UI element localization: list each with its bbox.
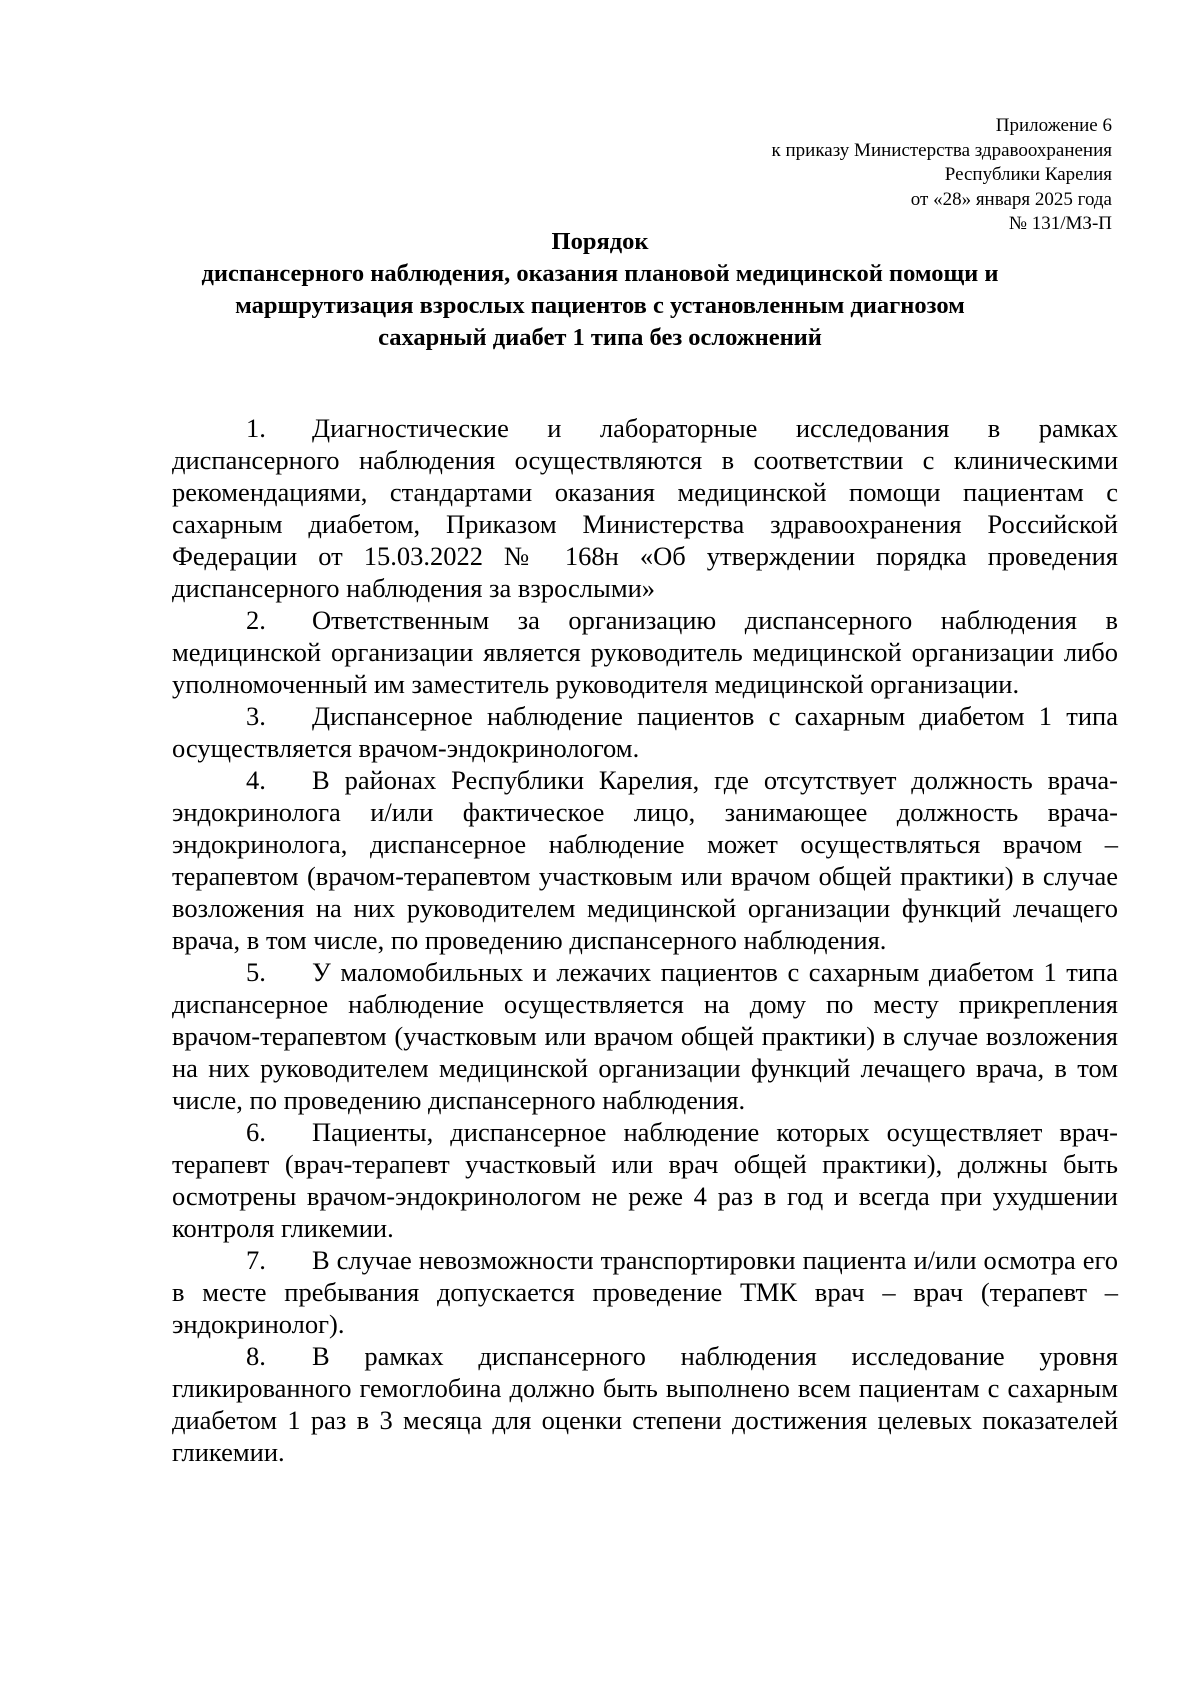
document-title (150, 226, 1050, 354)
item-text: Пациенты, диспансерное наблюдение которых осуществляет врач-терапевт (врач-терапевт участковый или врач общей практики), должны быть осмотрены врачом-эндокринологом не реже 4 раз в год и всегда при ухудшении контроля гликемии. (172, 1117, 1118, 1243)
item-text: У маломобильных и лежачих пациентов с сахарным диабетом 1 типа диспансерное наблюдение осуществляется на дому по месту прикрепления врачом-терапевтом (участковым или врачом общей практики) в случае возложения на них руководителем медицинской организации функций лечащего врача, в том числе, по проведению диспансерного наблюдения. (172, 957, 1118, 1115)
item-text: Диагностические и лабораторные исследования в рамках диспансерного наблюдения осуществляются в соответствии с клиническими рекомендациями, стандартами оказания медицинской помощи пациентам с сахарным диабетом, Приказом Министерства здравоохранения Российской Федерации от 15.03.2022 № 168н «Об утверждении порядка проведения диспансерного наблюдения за взрослыми» (172, 413, 1118, 603)
paragraph-item-1 (172, 412, 1118, 604)
paragraph-item-3 (172, 700, 1118, 764)
item-text: В случае невозможности транспортировки пациента и/или осмотра его в месте пребывания допускается проведение ТМК врач – врач (терапевт – эндокринолог). (172, 1245, 1118, 1339)
item-number: 8. (246, 1341, 266, 1371)
item-text: В рамках диспансерного наблюдения исследование уровня гликированного гемоглобина должно быть выполнено всем пациентам с сахарным диабетом 1 раз в 3 месяца для оценки степени достижения целевых показателей гликемии. (172, 1341, 1118, 1467)
paragraph-item-5 (172, 956, 1118, 1116)
title-line-4: сахарный диабет 1 типа без осложнений (378, 324, 822, 351)
item-number: 2. (246, 605, 266, 635)
annex-line-4: от «28» января 2025 года (910, 188, 1112, 210)
paragraph-item-4 (172, 764, 1118, 956)
paragraph-item-6 (172, 1116, 1118, 1244)
annex-line-5: № 131/МЗ-П (1008, 213, 1112, 234)
item-text: В районах Республики Карелия, где отсутствует должность врача-эндокринолога и/или фактическое лицо, занимающее должность врача-эндокринолога, диспансерное наблюдение может осуществляться врачом – терапевтом (врачом-терапевтом участковым или врачом общей практики) в случае возложения на них руководителем медицинской организации функций лечащего врача, в том числе, по проведению диспансерного наблюдения. (172, 765, 1118, 955)
annex-line-1: Приложение 6 (995, 115, 1112, 136)
paragraph-item-2 (172, 604, 1118, 700)
item-number: 6. (246, 1117, 266, 1147)
item-text: Ответственным за организацию диспансерного наблюдения в медицинской организации является руководитель медицинской организации либо уполномоченный им заместитель руководителя медицинской организации. (172, 605, 1118, 699)
item-number: 1. (246, 413, 266, 443)
item-number: 4. (246, 765, 266, 795)
item-number: 5. (246, 957, 266, 987)
item-text: Диспансерное наблюдение пациентов с сахарным диабетом 1 типа осуществляется врачом-эндокринологом. (172, 701, 1118, 763)
item-number: 3. (246, 701, 266, 731)
paragraph-item-7 (172, 1244, 1118, 1340)
item-number: 7. (246, 1245, 266, 1275)
paragraph-item-8 (172, 1340, 1118, 1468)
title-line-3: маршрутизация взрослых пациентов с установленным диагнозом (235, 292, 965, 319)
title-line-2: диспансерного наблюдения, оказания плановой медицинской помощи и (201, 260, 999, 287)
document-body (172, 412, 1118, 1468)
title-line-1: Порядок (551, 228, 649, 255)
annex-line-3: Республики Карелия (944, 164, 1112, 185)
annex-header (772, 114, 1113, 237)
annex-line-2: к приказу Министерства здравоохранения (771, 139, 1112, 161)
